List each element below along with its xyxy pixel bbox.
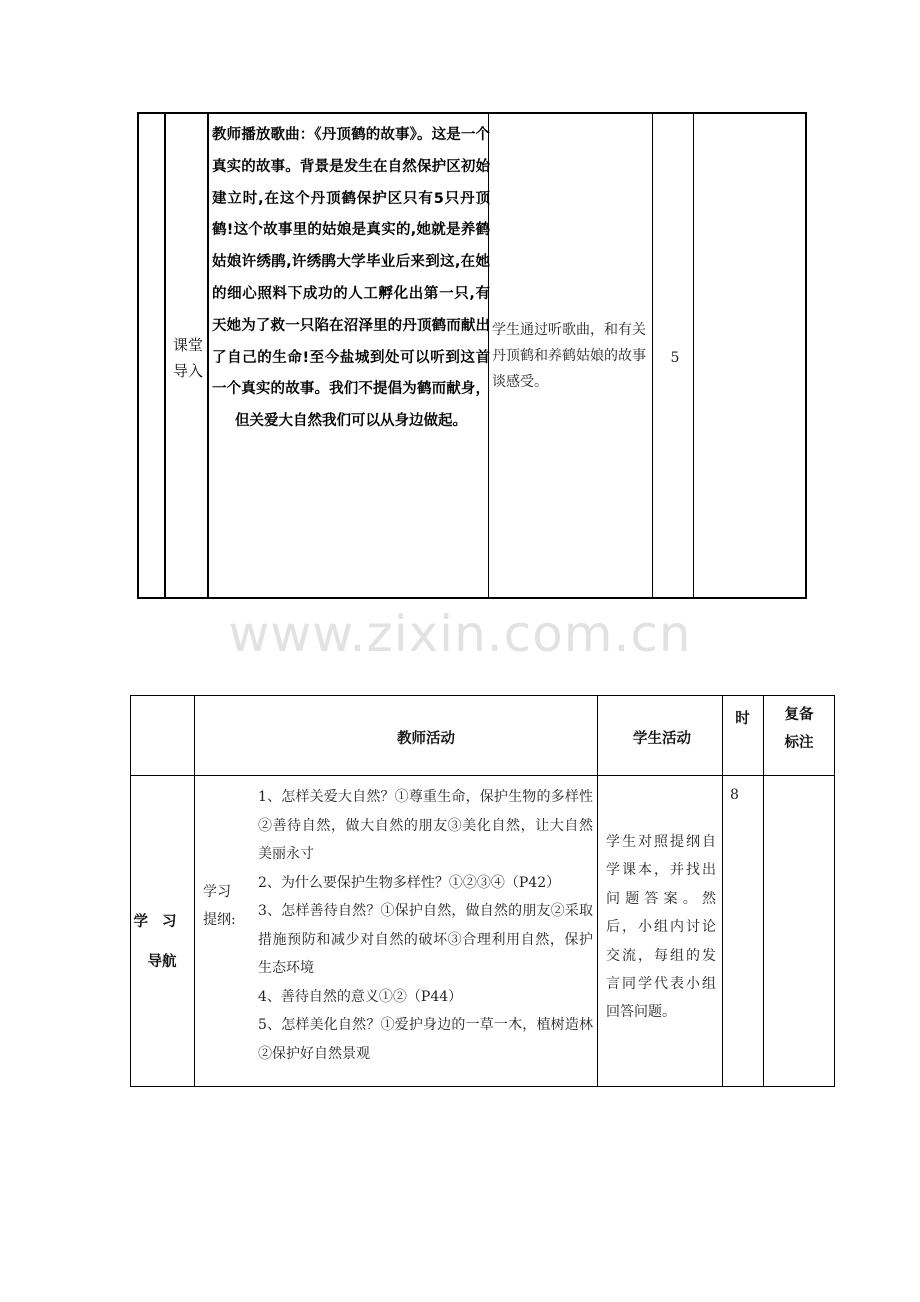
- outline-item: 4、善待自然的意义①②（P44）: [258, 988, 463, 1005]
- lesson-intro-table: [137, 112, 807, 599]
- column-divider: [722, 695, 723, 1087]
- student-activity-text: 学生对照提纲自学课本，并找出问题答案。然后，小组内讨论交流，每组的发言同学代表小组回答问题。: [606, 834, 716, 1021]
- header-revision-notes: [770, 707, 828, 763]
- header-time: 时: [735, 711, 750, 727]
- study-outline: [258, 783, 593, 1068]
- section-label-guide: [132, 902, 192, 982]
- header-student-activity: 学生活动: [633, 731, 691, 747]
- header-notes-line1: 复备: [784, 707, 814, 723]
- outline-item: 1、怎样关爱大自然？①尊重生命，保护生物的多样性②善待自然，做大自然的朋友③美化自然，让大自然美丽永寸: [258, 789, 593, 862]
- time-value: 8: [730, 787, 739, 803]
- section-label-line1: 学习: [133, 914, 191, 930]
- outline-item: 2、为什么要保护生物多样性？①②③④（P42）: [258, 874, 561, 891]
- student-activity-text: 学生通过听歌曲，和有关丹顶鹤和养鹤姑娘的故事谈感受。: [492, 322, 646, 390]
- column-divider: [652, 112, 653, 599]
- section-label-intro: 课堂导入: [172, 336, 203, 380]
- outline-item: 5、怎样美化自然？①爱护身边的一草一木，植树造林②保护好自然景观: [258, 1017, 593, 1062]
- header-divider: [130, 775, 835, 776]
- header-teacher-activity: 教师活动: [397, 731, 455, 747]
- outline-item: 3、怎样善待自然？①保护自然，做自然的朋友②采取措施预防和减少对自然的破坏③合理利用自然，保护生态环境: [258, 903, 593, 976]
- study-outline-label: 学习提纲:: [203, 884, 236, 928]
- header-notes-line2: 标注: [784, 735, 814, 751]
- learning-guide-table: [130, 695, 835, 1087]
- column-divider: [164, 112, 166, 599]
- column-divider: [763, 695, 764, 1087]
- column-divider: [194, 695, 195, 1087]
- time-value: 5: [670, 350, 680, 366]
- teacher-activity-text: 教师播放歌曲：《丹顶鹤的故事》。这是一个真实的故事。背景是发生在自然保护区初始建立时,在这个丹顶鹤保护区只有5只丹顶鹤!这个故事里的姑娘是真实的,她就是养鹤姑娘许绣鹃,许绣鹃大学毕业后来到这,在她的细心照料下成功的人工孵化出第一只,有天她为了救一只陷在沼泽里的丹顶鹤而献出了自己的生命!至今盐城到处可以听到这首一个真实的故事。我们不提倡为鹤而献身，但关爱大自然我们可以从身边做起。: [212, 127, 490, 430]
- watermark: www.zixin.com.cn: [228, 605, 692, 663]
- section-label-line2: 导航: [147, 954, 177, 970]
- column-divider: [207, 112, 209, 599]
- column-divider: [597, 695, 598, 1087]
